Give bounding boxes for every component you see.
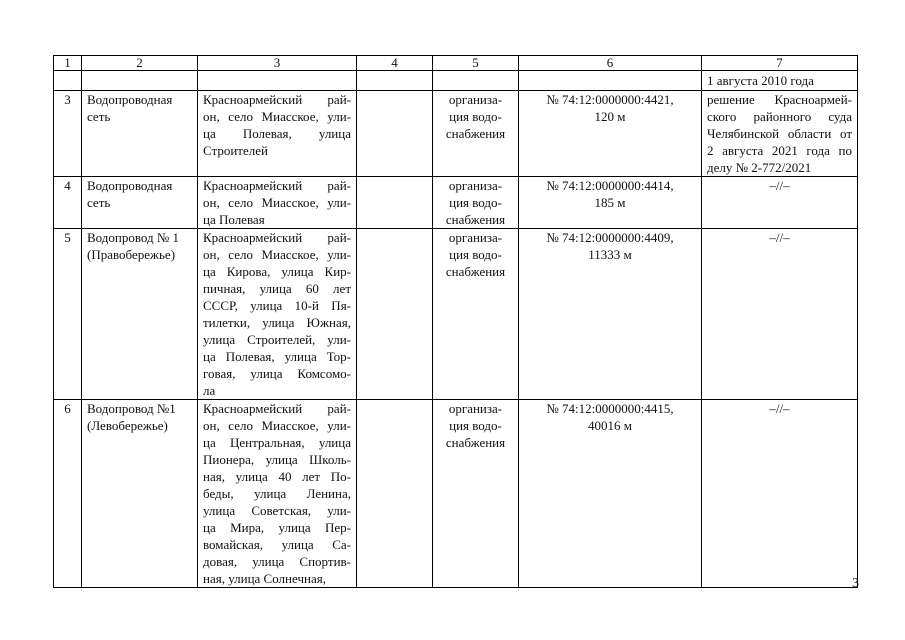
object-address-line: Красноармейский рай- [203, 230, 351, 245]
cadastral-number [519, 400, 702, 588]
object-address-line: ца Мира, улица Пер- [203, 520, 351, 535]
ownership-basis-line: –//– [769, 401, 790, 416]
object-name [82, 229, 198, 400]
operator-org-line: ция водо- [449, 418, 502, 433]
object-name [82, 91, 198, 177]
operator-org-line: снабжения [445, 126, 506, 141]
operator-org [433, 91, 519, 177]
operator-org-line: снабжения [445, 435, 506, 450]
operator-org-line: организа- [448, 230, 503, 245]
empty-cell [357, 229, 433, 400]
column-number-row [54, 56, 858, 71]
ownership-basis-line: ского районного суда [707, 109, 852, 124]
object-address-line: ла [203, 383, 216, 398]
cadastral-number-line: 11333 м [588, 247, 632, 262]
object-name-line: сеть [87, 109, 111, 124]
object-address-line: тилетки, улица Южная, [203, 315, 351, 330]
continuation-row [54, 71, 858, 91]
object-address [198, 400, 357, 588]
operator-org [433, 177, 519, 229]
object-address-line: он, село Миасское, ули- [203, 247, 351, 262]
object-address-line: ца Полевая, улица Тор- [203, 349, 351, 364]
cadastral-number [519, 91, 702, 177]
object-address [198, 177, 357, 229]
empty-cell [357, 400, 433, 588]
object-name-line: (Левобережье) [87, 418, 168, 433]
ownership-basis [702, 91, 858, 177]
object-address-line: Строителей [203, 143, 268, 158]
operator-org-line: ция водо- [449, 195, 502, 210]
object-address-line: ца Полевая, улица [203, 126, 351, 141]
page-number: 3 [852, 576, 859, 591]
empty-cell [357, 177, 433, 229]
row-number: 3 [54, 91, 82, 177]
continuation-date: 1 августа 2010 года [702, 71, 858, 91]
object-name-line: Водопровод № 1 [87, 230, 180, 245]
object-address-line: Красноармейский рай- [203, 92, 351, 107]
object-address [198, 91, 357, 177]
ownership-basis-line: 2 августа 2021 года по [707, 143, 852, 158]
cadastral-number-line: 40016 м [588, 418, 632, 433]
registry-table [53, 55, 858, 588]
row-number: 6 [54, 400, 82, 588]
ownership-basis-line: решение Красноармей- [707, 92, 852, 107]
object-address-line: улица Строителей, ули- [203, 332, 351, 347]
ownership-basis [702, 177, 858, 229]
cadastral-number-line: № 74:12:0000000:4415, [546, 401, 674, 416]
cadastral-number-line: 120 м [594, 109, 626, 124]
object-address-line: ная, улица 40 лет По- [203, 469, 351, 484]
column-header: 2 [82, 56, 198, 71]
operator-org-line: снабжения [445, 264, 506, 279]
object-address-line: пичная, улица 60 лет [203, 281, 351, 296]
ownership-basis [702, 400, 858, 588]
table-row [54, 400, 858, 588]
column-header: 3 [198, 56, 357, 71]
object-address-line: Красноармейский рай- [203, 178, 351, 193]
object-address-line: он, село Миасское, ули- [203, 418, 351, 433]
object-address-line: он, село Миасское, ули- [203, 109, 351, 124]
object-name-line: Водопровод №1 [87, 401, 176, 416]
ownership-basis-line: делу № 2-772/2021 [707, 160, 812, 175]
cadastral-number-line: 185 м [594, 195, 626, 210]
object-name-line: Водопроводная [87, 178, 173, 193]
table-row [54, 229, 858, 400]
object-name-line: (Правобережье) [87, 247, 176, 262]
object-address-line: ца Центральная, улица [203, 435, 351, 450]
operator-org [433, 400, 519, 588]
object-address-line: Красноармейский рай- [203, 401, 351, 416]
cadastral-number [519, 229, 702, 400]
operator-org-line: ция водо- [449, 247, 502, 262]
operator-org-line: ция водо- [449, 109, 502, 124]
object-address-line: довая, улица Спортив- [203, 554, 351, 569]
cadastral-number-line: № 74:12:0000000:4414, [546, 178, 674, 193]
column-header: 1 [54, 56, 82, 71]
row-number: 5 [54, 229, 82, 400]
table-row [54, 91, 858, 177]
cadastral-number [519, 177, 702, 229]
column-header: 5 [433, 56, 519, 71]
operator-org [433, 229, 519, 400]
ownership-basis-line: Челябинской области от [707, 126, 852, 141]
column-header: 7 [702, 56, 858, 71]
object-name-line: сеть [87, 195, 111, 210]
ownership-basis-line: –//– [769, 230, 790, 245]
object-name [82, 400, 198, 588]
column-header: 4 [357, 56, 433, 71]
row-number: 4 [54, 177, 82, 229]
ownership-basis-line: –//– [769, 178, 790, 193]
object-address-line: улица Советская, ули- [203, 503, 351, 518]
empty-cell [357, 91, 433, 177]
operator-org-line: снабжения [445, 212, 506, 227]
object-address [198, 229, 357, 400]
operator-org-line: организа- [448, 178, 503, 193]
object-address-line: ца Кирова, улица Кир- [203, 264, 351, 279]
table-body [54, 91, 858, 588]
object-address-line: ца Полевая [203, 212, 265, 227]
ownership-basis [702, 229, 858, 400]
object-address-line: Пионера, улица Школь- [203, 452, 351, 467]
table-row [54, 177, 858, 229]
object-name [82, 177, 198, 229]
column-header: 6 [519, 56, 702, 71]
operator-org-line: организа- [448, 92, 503, 107]
cadastral-number-line: № 74:12:0000000:4421, [546, 92, 674, 107]
object-address-line: СССР, улица 10-й Пя- [203, 298, 351, 313]
object-address-line: он, село Миасское, ули- [203, 195, 351, 210]
object-address-line: ная, улица Солнечная, [203, 571, 326, 586]
object-address-line: беды, улица Ленина, [203, 486, 351, 501]
operator-org-line: организа- [448, 401, 503, 416]
object-address-line: вомайская, улица Са- [203, 537, 351, 552]
object-address-line: говая, улица Комсомо- [203, 366, 351, 381]
object-name-line: Водопроводная [87, 92, 173, 107]
cadastral-number-line: № 74:12:0000000:4409, [546, 230, 674, 245]
